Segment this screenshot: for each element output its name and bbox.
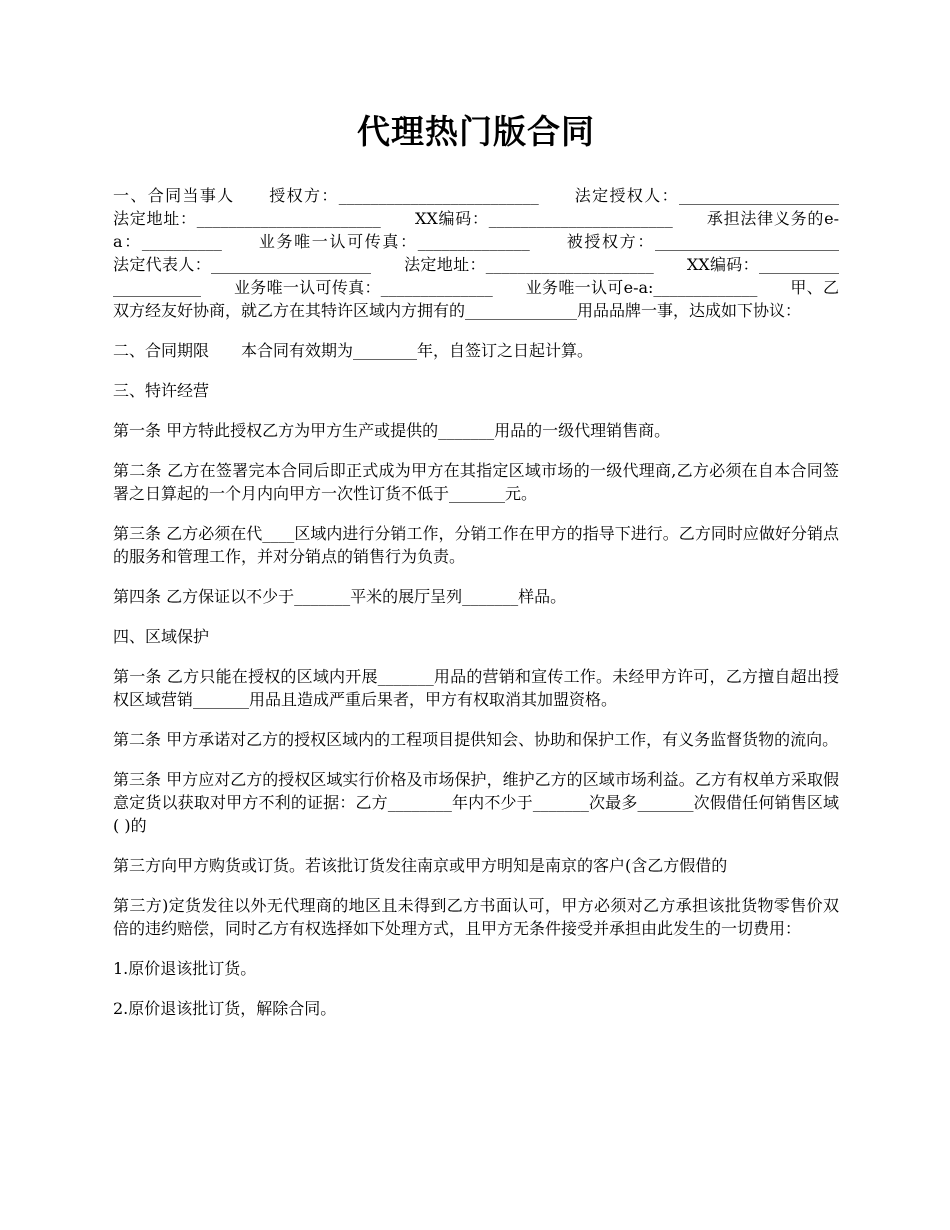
document-title: 代理热门版合同	[357, 112, 595, 151]
franchise-article-3: 第三条 乙方必须在代____区域内进行分销工作，分销工作在甲方的指导下进行。乙方同时应做好分销点的服务和管理工作，并对分销点的销售行为负责。	[113, 524, 839, 566]
region-article-1: 第一条 乙方只能在授权的区域内开展_______用品的营销和宣传工作。未经甲方许可，乙方擅自超出授权区域营销_______用品且造成严重后果者，甲方有权取消其加盟资格。	[113, 667, 839, 709]
document-page	[113, 110, 872, 1037]
remedy-option-1: 1.原价退该批订货。	[113, 959, 257, 978]
region-article-3: 第三条 甲方应对乙方的授权区域实行价格及市场保护，维护乙方的区域市场利益。乙方有权单方采取假意定货以获取对甲方不利的证据：乙方________年内不少于_______次最多_______次假借任何销售区域( )的	[113, 770, 839, 835]
region-article-3-continued: 第三方向甲方购货或订货。若该批订货发往南京或甲方明知是南京的客户(含乙方假借的	[113, 856, 728, 875]
section-heading-franchise: 三、特许经营	[113, 381, 210, 400]
remedy-option-2: 2.原价退该批订货，解除合同。	[113, 999, 337, 1018]
section-heading-region: 四、区域保护	[113, 627, 210, 646]
franchise-article-4: 第四条 乙方保证以不少于_______平米的展厅呈列_______样品。	[113, 587, 567, 606]
section-term: 二、合同期限 本合同有效期为________年，自签订之日起计算。	[113, 341, 594, 360]
region-article-2: 第二条 甲方承诺对乙方的授权区域内的工程项目提供知会、协助和保护工作，有义务监督货物的流向。	[113, 730, 839, 749]
region-article-3-remedy: 第三方)定货发往以外无代理商的地区且未得到乙方书面认可，甲方必须对乙方承担该批货物零售价双倍的违约赔偿，同时乙方有权选择如下处理方式，且甲方无条件接受并承担由此发生的一切费用：	[113, 896, 839, 938]
section-parties: 一、合同当事人 授权方：_________________________ 法定授权人：____________________ 法定地址：_______________________ XX编码：_______________________ 承担法律义务的e-a：__________ 业务唯一认可传真：______________ 被授权方：_______________________ 法定代表人：____________________ 法定地址：_____________________ XX编码：_____________________ 业务唯一认可传真：______________ 业务唯一认可e-a:_____________ 甲、乙双方经友好协商，就乙方在其特许区域内方拥有的______________用品品牌一事，达成如下协议：	[113, 186, 872, 320]
franchise-article-2: 第二条 乙方在签署完本合同后即正式成为甲方在其指定区域市场的一级代理商,乙方必须在自本合同签署之日算起的一个月内向甲方一次性订货不低于_______元。	[113, 461, 839, 503]
franchise-article-1: 第一条 甲方特此授权乙方为甲方生产或提供的_______用品的一级代理销售商。	[113, 421, 671, 440]
